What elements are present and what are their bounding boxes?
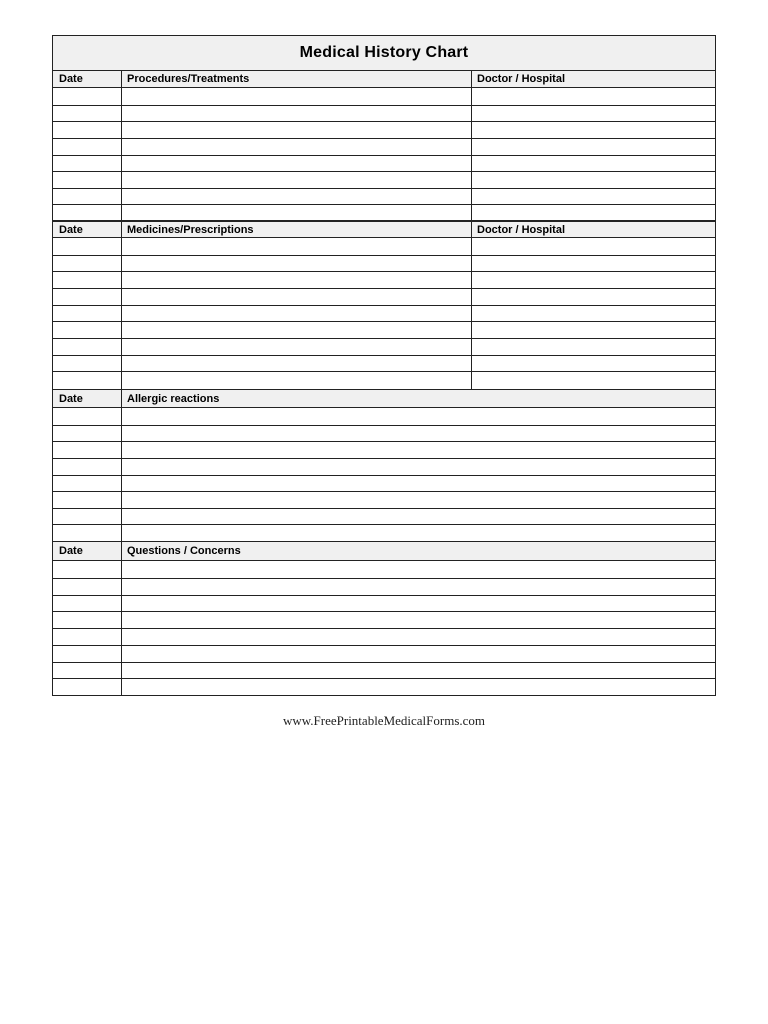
- row-divider: [53, 271, 715, 272]
- allergies-entry-row[interactable]: [53, 475, 715, 492]
- allergies-header: [53, 389, 715, 408]
- allergies-entry-row[interactable]: [53, 425, 715, 442]
- row-divider: [53, 321, 715, 322]
- form-title: Medical History Chart: [53, 36, 715, 71]
- row-divider: [53, 678, 715, 679]
- medicines-entry-row[interactable]: [53, 355, 715, 372]
- medicines-entry-row[interactable]: [53, 238, 715, 255]
- procedures-doctor-label: Doctor / Hospital: [477, 73, 566, 85]
- row-divider: [53, 188, 715, 189]
- row-divider: [53, 491, 715, 492]
- row-divider: [53, 475, 715, 476]
- questions-entry-row[interactable]: [53, 561, 715, 578]
- medicines-doctor-label: Doctor / Hospital: [477, 223, 566, 236]
- row-divider: [53, 204, 715, 205]
- row-divider: [53, 425, 715, 426]
- questions-entry-row[interactable]: [53, 595, 715, 612]
- medicines-header: [53, 222, 715, 238]
- medicines-main-label: Medicines/Prescriptions: [127, 223, 254, 236]
- row-divider: [53, 105, 715, 106]
- questions-entry-row[interactable]: [53, 678, 715, 695]
- procedures-entry-row[interactable]: [53, 155, 715, 172]
- footer-website: www.FreePrintableMedicalForms.com: [282, 713, 486, 728]
- row-divider: [53, 662, 715, 663]
- allergies-entry-row[interactable]: [53, 524, 715, 541]
- allergies-entry-row[interactable]: [53, 458, 715, 475]
- row-divider: [53, 508, 715, 509]
- row-divider: [53, 628, 715, 629]
- row-divider: [53, 578, 715, 579]
- row-divider: [53, 441, 715, 442]
- procedures-date-label: Date: [59, 73, 83, 85]
- medicines-entry-row[interactable]: [53, 371, 715, 388]
- row-divider: [53, 171, 715, 172]
- procedures-header: [53, 71, 715, 88]
- procedures-entry-row[interactable]: [53, 121, 715, 138]
- medicines-entry-row[interactable]: [53, 305, 715, 322]
- allergies-entry-row[interactable]: [53, 408, 715, 425]
- medicines-entry-row[interactable]: [53, 338, 715, 355]
- medicines-entry-row[interactable]: [53, 271, 715, 288]
- row-divider: [53, 645, 715, 646]
- row-divider: [53, 121, 715, 122]
- row-divider: [53, 371, 715, 372]
- questions-entry-row[interactable]: [53, 611, 715, 628]
- questions-entry-row[interactable]: [53, 628, 715, 645]
- allergies-main-label: Allergic reactions: [127, 392, 220, 405]
- row-divider: [53, 355, 715, 356]
- row-divider: [53, 338, 715, 339]
- row-divider: [53, 138, 715, 139]
- procedures-entry-row[interactable]: [53, 105, 715, 122]
- medical-history-form: [52, 35, 716, 696]
- procedures-entry-row[interactable]: [53, 171, 715, 188]
- procedures-entry-row[interactable]: [53, 88, 715, 105]
- row-divider: [53, 595, 715, 596]
- allergies-entry-row[interactable]: [53, 508, 715, 525]
- row-divider: [53, 155, 715, 156]
- allergies-entry-row[interactable]: [53, 491, 715, 508]
- questions-entry-row[interactable]: [53, 645, 715, 662]
- questions-entry-row[interactable]: [53, 578, 715, 595]
- questions-header: [53, 541, 715, 561]
- row-divider: [53, 611, 715, 612]
- procedures-entry-row[interactable]: [53, 138, 715, 155]
- row-divider: [53, 524, 715, 525]
- row-divider: [53, 255, 715, 256]
- row-divider: [53, 288, 715, 289]
- questions-main-label: Questions / Concerns: [127, 545, 241, 557]
- questions-entry-row[interactable]: [53, 662, 715, 679]
- procedures-main-label: Procedures/Treatments: [127, 73, 250, 85]
- medicines-entry-row[interactable]: [53, 255, 715, 272]
- row-divider: [53, 458, 715, 459]
- medicines-date-label: Date: [59, 223, 83, 236]
- allergies-entry-row[interactable]: [53, 441, 715, 458]
- medicines-entry-row[interactable]: [53, 321, 715, 338]
- allergies-date-label: Date: [59, 392, 83, 405]
- procedures-entry-row[interactable]: [53, 204, 715, 221]
- row-divider: [53, 305, 715, 306]
- medicines-entry-row[interactable]: [53, 288, 715, 305]
- questions-date-label: Date: [59, 545, 83, 557]
- procedures-entry-row[interactable]: [53, 188, 715, 205]
